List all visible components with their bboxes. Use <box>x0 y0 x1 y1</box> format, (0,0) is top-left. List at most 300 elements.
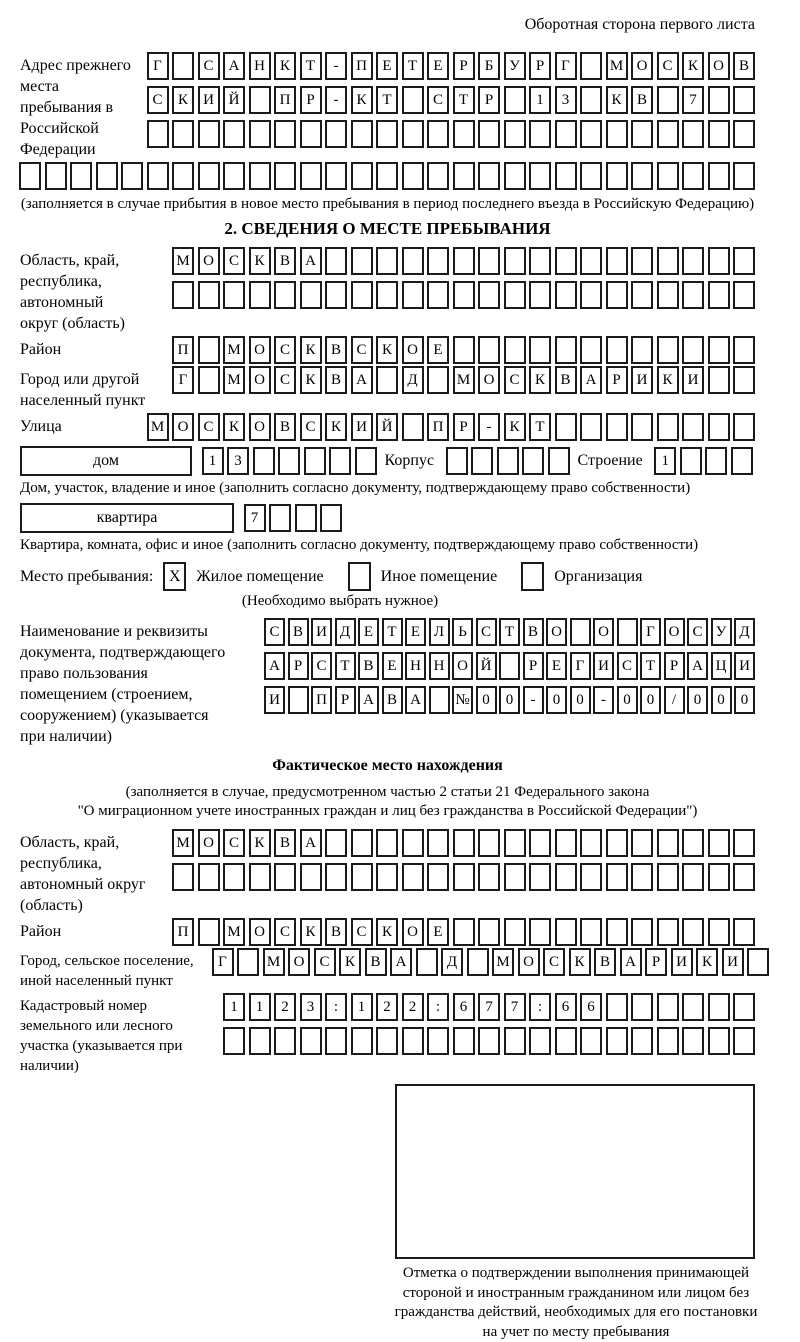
char-cell[interactable] <box>320 504 342 532</box>
char-cell[interactable]: С <box>687 618 708 646</box>
char-cell[interactable] <box>733 1027 755 1055</box>
char-cell[interactable] <box>300 162 322 190</box>
char-cell[interactable] <box>96 162 118 190</box>
char-cell[interactable]: 2 <box>376 993 398 1021</box>
char-cell[interactable]: Б <box>478 52 500 80</box>
char-cell[interactable]: - <box>478 413 500 441</box>
char-cell[interactable] <box>682 918 704 946</box>
char-cell[interactable]: Г <box>555 52 577 80</box>
char-cell[interactable]: Ц <box>711 652 732 680</box>
char-cell[interactable] <box>631 1027 653 1055</box>
char-cell[interactable] <box>606 247 628 275</box>
char-cell[interactable] <box>300 120 322 148</box>
char-cell[interactable] <box>427 863 449 891</box>
char-cell[interactable]: К <box>657 366 679 394</box>
char-cell[interactable]: 2 <box>274 993 296 1021</box>
char-cell[interactable] <box>172 863 194 891</box>
char-cell[interactable]: И <box>593 652 614 680</box>
char-cell[interactable] <box>580 120 602 148</box>
char-cell[interactable] <box>453 829 475 857</box>
char-cell[interactable]: О <box>198 247 220 275</box>
char-cell[interactable] <box>351 247 373 275</box>
char-cell[interactable]: М <box>147 413 169 441</box>
char-cell[interactable] <box>606 120 628 148</box>
char-cell[interactable] <box>733 247 755 275</box>
char-cell[interactable] <box>351 120 373 148</box>
char-cell[interactable]: А <box>390 948 412 976</box>
char-cell[interactable]: О <box>172 413 194 441</box>
char-cell[interactable] <box>657 993 679 1021</box>
char-cell[interactable] <box>427 366 449 394</box>
char-cell[interactable]: С <box>617 652 638 680</box>
char-cell[interactable]: В <box>274 829 296 857</box>
char-cell[interactable]: В <box>325 918 347 946</box>
char-cell[interactable]: Р <box>300 86 322 114</box>
char-cell[interactable] <box>631 829 653 857</box>
char-cell[interactable] <box>580 336 602 364</box>
char-cell[interactable]: Й <box>476 652 497 680</box>
char-cell[interactable]: К <box>569 948 591 976</box>
char-cell[interactable]: Е <box>382 652 403 680</box>
char-cell[interactable] <box>351 162 373 190</box>
char-cell[interactable]: М <box>172 247 194 275</box>
char-cell[interactable] <box>682 281 704 309</box>
char-cell[interactable]: С <box>351 918 373 946</box>
char-cell[interactable]: С <box>351 336 373 364</box>
char-cell[interactable] <box>680 447 702 475</box>
char-cell[interactable]: 3 <box>227 447 249 475</box>
char-cell[interactable]: М <box>453 366 475 394</box>
char-cell[interactable] <box>657 336 679 364</box>
char-cell[interactable] <box>657 413 679 441</box>
char-cell[interactable]: 3 <box>300 993 322 1021</box>
char-cell[interactable]: М <box>606 52 628 80</box>
char-cell[interactable]: И <box>671 948 693 976</box>
char-cell[interactable]: Н <box>249 52 271 80</box>
char-cell[interactable]: М <box>263 948 285 976</box>
char-cell[interactable]: С <box>476 618 497 646</box>
char-cell[interactable]: К <box>606 86 628 114</box>
house-type-field[interactable]: дом <box>20 446 192 476</box>
char-cell[interactable]: М <box>223 366 245 394</box>
char-cell[interactable]: Р <box>529 52 551 80</box>
char-cell[interactable]: Л <box>429 618 450 646</box>
char-cell[interactable] <box>555 162 577 190</box>
char-cell[interactable] <box>708 336 730 364</box>
char-cell[interactable]: В <box>288 618 309 646</box>
char-cell[interactable]: 1 <box>249 993 271 1021</box>
char-cell[interactable]: / <box>664 686 685 714</box>
char-cell[interactable]: К <box>376 336 398 364</box>
char-cell[interactable] <box>249 120 271 148</box>
char-cell[interactable] <box>682 993 704 1021</box>
char-cell[interactable] <box>223 1027 245 1055</box>
char-cell[interactable]: Р <box>523 652 544 680</box>
char-cell[interactable] <box>504 281 526 309</box>
char-cell[interactable]: О <box>249 413 271 441</box>
char-cell[interactable] <box>478 918 500 946</box>
char-cell[interactable] <box>376 1027 398 1055</box>
char-cell[interactable]: А <box>620 948 642 976</box>
char-cell[interactable]: У <box>711 618 732 646</box>
char-cell[interactable]: К <box>274 52 296 80</box>
char-cell[interactable]: О <box>478 366 500 394</box>
char-cell[interactable] <box>402 281 424 309</box>
char-cell[interactable] <box>288 686 309 714</box>
char-cell[interactable] <box>497 447 519 475</box>
char-cell[interactable]: В <box>274 247 296 275</box>
char-cell[interactable]: 2 <box>402 993 424 1021</box>
char-cell[interactable] <box>416 948 438 976</box>
char-cell[interactable] <box>355 447 377 475</box>
char-cell[interactable]: П <box>274 86 296 114</box>
char-cell[interactable]: 1 <box>529 86 551 114</box>
char-cell[interactable]: 0 <box>734 686 755 714</box>
char-cell[interactable] <box>325 1027 347 1055</box>
char-cell[interactable] <box>351 829 373 857</box>
char-cell[interactable] <box>682 413 704 441</box>
char-cell[interactable] <box>453 1027 475 1055</box>
char-cell[interactable] <box>606 336 628 364</box>
char-cell[interactable] <box>376 247 398 275</box>
char-cell[interactable] <box>249 1027 271 1055</box>
char-cell[interactable] <box>427 162 449 190</box>
char-cell[interactable] <box>504 336 526 364</box>
char-cell[interactable]: Р <box>664 652 685 680</box>
char-cell[interactable] <box>682 863 704 891</box>
char-cell[interactable] <box>278 447 300 475</box>
char-cell[interactable]: В <box>325 336 347 364</box>
char-cell[interactable]: М <box>172 829 194 857</box>
char-cell[interactable]: И <box>734 652 755 680</box>
char-cell[interactable]: : <box>427 993 449 1021</box>
char-cell[interactable]: О <box>288 948 310 976</box>
char-cell[interactable] <box>657 281 679 309</box>
char-cell[interactable] <box>376 366 398 394</box>
char-cell[interactable]: У <box>504 52 526 80</box>
char-cell[interactable] <box>606 918 628 946</box>
char-cell[interactable] <box>504 162 526 190</box>
char-cell[interactable]: 1 <box>223 993 245 1021</box>
char-cell[interactable] <box>555 336 577 364</box>
char-cell[interactable] <box>708 993 730 1021</box>
char-cell[interactable] <box>631 918 653 946</box>
char-cell[interactable] <box>274 1027 296 1055</box>
char-cell[interactable]: В <box>555 366 577 394</box>
char-cell[interactable]: С <box>223 247 245 275</box>
char-cell[interactable]: 7 <box>504 993 526 1021</box>
char-cell[interactable]: И <box>264 686 285 714</box>
char-cell[interactable] <box>427 247 449 275</box>
char-cell[interactable] <box>478 247 500 275</box>
char-cell[interactable] <box>708 162 730 190</box>
char-cell[interactable]: М <box>492 948 514 976</box>
char-cell[interactable] <box>402 413 424 441</box>
char-cell[interactable] <box>606 1027 628 1055</box>
char-cell[interactable] <box>427 1027 449 1055</box>
char-cell[interactable]: К <box>351 86 373 114</box>
char-cell[interactable]: С <box>657 52 679 80</box>
char-cell[interactable] <box>555 1027 577 1055</box>
char-cell[interactable] <box>529 336 551 364</box>
char-cell[interactable]: О <box>452 652 473 680</box>
char-cell[interactable]: К <box>300 366 322 394</box>
char-cell[interactable]: В <box>358 652 379 680</box>
char-cell[interactable] <box>555 918 577 946</box>
char-cell[interactable]: С <box>274 336 296 364</box>
char-cell[interactable]: А <box>351 366 373 394</box>
char-cell[interactable] <box>376 863 398 891</box>
char-cell[interactable] <box>446 447 468 475</box>
char-cell[interactable]: О <box>518 948 540 976</box>
char-cell[interactable] <box>708 413 730 441</box>
char-cell[interactable] <box>427 281 449 309</box>
char-cell[interactable] <box>631 281 653 309</box>
char-cell[interactable] <box>733 863 755 891</box>
char-cell[interactable] <box>121 162 143 190</box>
char-cell[interactable]: Е <box>358 618 379 646</box>
char-cell[interactable]: 0 <box>640 686 661 714</box>
char-cell[interactable]: № <box>452 686 473 714</box>
char-cell[interactable] <box>580 162 602 190</box>
char-cell[interactable]: К <box>249 247 271 275</box>
char-cell[interactable] <box>606 413 628 441</box>
char-cell[interactable] <box>657 120 679 148</box>
char-cell[interactable]: Р <box>453 52 475 80</box>
char-cell[interactable]: Г <box>570 652 591 680</box>
char-cell[interactable] <box>529 918 551 946</box>
char-cell[interactable] <box>402 829 424 857</box>
char-cell[interactable] <box>274 162 296 190</box>
char-cell[interactable] <box>147 162 169 190</box>
char-cell[interactable]: Н <box>429 652 450 680</box>
char-cell[interactable] <box>733 120 755 148</box>
char-cell[interactable]: Г <box>172 366 194 394</box>
char-cell[interactable] <box>467 948 489 976</box>
char-cell[interactable]: А <box>300 829 322 857</box>
char-cell[interactable]: 1 <box>202 447 224 475</box>
char-cell[interactable] <box>70 162 92 190</box>
char-cell[interactable] <box>529 829 551 857</box>
char-cell[interactable] <box>249 281 271 309</box>
char-cell[interactable] <box>351 863 373 891</box>
char-cell[interactable]: Й <box>223 86 245 114</box>
char-cell[interactable]: С <box>504 366 526 394</box>
char-cell[interactable] <box>657 162 679 190</box>
char-cell[interactable]: 0 <box>499 686 520 714</box>
char-cell[interactable] <box>708 247 730 275</box>
char-cell[interactable]: Т <box>335 652 356 680</box>
char-cell[interactable]: И <box>631 366 653 394</box>
char-cell[interactable] <box>325 281 347 309</box>
char-cell[interactable] <box>580 1027 602 1055</box>
char-cell[interactable]: - <box>523 686 544 714</box>
char-cell[interactable]: С <box>198 52 220 80</box>
char-cell[interactable] <box>402 247 424 275</box>
char-cell[interactable] <box>580 863 602 891</box>
char-cell[interactable]: Т <box>529 413 551 441</box>
char-cell[interactable] <box>657 863 679 891</box>
char-cell[interactable] <box>249 863 271 891</box>
char-cell[interactable]: Г <box>212 948 234 976</box>
char-cell[interactable]: 0 <box>476 686 497 714</box>
char-cell[interactable]: С <box>274 366 296 394</box>
char-cell[interactable] <box>708 1027 730 1055</box>
char-cell[interactable] <box>580 281 602 309</box>
char-cell[interactable] <box>478 281 500 309</box>
char-cell[interactable]: Г <box>147 52 169 80</box>
char-cell[interactable] <box>606 162 628 190</box>
char-cell[interactable] <box>429 686 450 714</box>
char-cell[interactable] <box>478 336 500 364</box>
char-cell[interactable] <box>529 863 551 891</box>
char-cell[interactable]: А <box>580 366 602 394</box>
char-cell[interactable]: - <box>325 86 347 114</box>
char-cell[interactable] <box>529 162 551 190</box>
char-cell[interactable] <box>580 52 602 80</box>
char-cell[interactable]: О <box>546 618 567 646</box>
char-cell[interactable] <box>325 863 347 891</box>
char-cell[interactable] <box>478 829 500 857</box>
char-cell[interactable]: А <box>358 686 379 714</box>
char-cell[interactable] <box>304 447 326 475</box>
char-cell[interactable]: П <box>172 336 194 364</box>
char-cell[interactable]: 1 <box>351 993 373 1021</box>
char-cell[interactable]: О <box>664 618 685 646</box>
char-cell[interactable] <box>453 863 475 891</box>
char-cell[interactable]: Н <box>405 652 426 680</box>
char-cell[interactable] <box>733 366 755 394</box>
char-cell[interactable] <box>45 162 67 190</box>
char-cell[interactable]: К <box>249 829 271 857</box>
char-cell[interactable]: : <box>325 993 347 1021</box>
char-cell[interactable] <box>237 948 259 976</box>
char-cell[interactable] <box>606 829 628 857</box>
char-cell[interactable]: Р <box>606 366 628 394</box>
char-cell[interactable] <box>478 120 500 148</box>
char-cell[interactable]: В <box>382 686 403 714</box>
char-cell[interactable] <box>198 336 220 364</box>
char-cell[interactable] <box>300 281 322 309</box>
char-cell[interactable]: М <box>223 336 245 364</box>
char-cell[interactable] <box>172 120 194 148</box>
char-cell[interactable] <box>580 86 602 114</box>
char-cell[interactable] <box>555 413 577 441</box>
char-cell[interactable] <box>478 1027 500 1055</box>
char-cell[interactable]: К <box>376 918 398 946</box>
char-cell[interactable]: Е <box>427 52 449 80</box>
char-cell[interactable]: 0 <box>546 686 567 714</box>
char-cell[interactable] <box>606 863 628 891</box>
char-cell[interactable]: С <box>147 86 169 114</box>
char-cell[interactable] <box>555 863 577 891</box>
char-cell[interactable] <box>705 447 727 475</box>
char-cell[interactable]: Т <box>640 652 661 680</box>
char-cell[interactable] <box>555 829 577 857</box>
char-cell[interactable] <box>631 336 653 364</box>
char-cell[interactable]: - <box>325 52 347 80</box>
char-cell[interactable]: П <box>427 413 449 441</box>
char-cell[interactable]: А <box>223 52 245 80</box>
checkbox-other-premises[interactable] <box>348 562 371 591</box>
char-cell[interactable]: И <box>722 948 744 976</box>
char-cell[interactable] <box>499 652 520 680</box>
char-cell[interactable] <box>198 162 220 190</box>
char-cell[interactable]: О <box>708 52 730 80</box>
char-cell[interactable] <box>682 336 704 364</box>
char-cell[interactable] <box>376 120 398 148</box>
char-cell[interactable] <box>708 918 730 946</box>
char-cell[interactable] <box>453 247 475 275</box>
char-cell[interactable]: 0 <box>711 686 732 714</box>
char-cell[interactable]: Е <box>427 336 449 364</box>
apartment-type-field[interactable]: квартира <box>20 503 234 533</box>
char-cell[interactable] <box>478 162 500 190</box>
char-cell[interactable]: С <box>264 618 285 646</box>
char-cell[interactable] <box>504 120 526 148</box>
char-cell[interactable] <box>402 162 424 190</box>
char-cell[interactable]: О <box>593 618 614 646</box>
char-cell[interactable]: Т <box>382 618 403 646</box>
char-cell[interactable]: О <box>249 918 271 946</box>
char-cell[interactable]: А <box>300 247 322 275</box>
char-cell[interactable]: Й <box>376 413 398 441</box>
char-cell[interactable] <box>708 281 730 309</box>
char-cell[interactable]: К <box>682 52 704 80</box>
char-cell[interactable] <box>682 120 704 148</box>
char-cell[interactable]: 6 <box>453 993 475 1021</box>
char-cell[interactable] <box>631 120 653 148</box>
char-cell[interactable] <box>274 120 296 148</box>
char-cell[interactable]: 6 <box>580 993 602 1021</box>
char-cell[interactable]: Д <box>335 618 356 646</box>
char-cell[interactable]: К <box>172 86 194 114</box>
char-cell[interactable]: 6 <box>555 993 577 1021</box>
char-cell[interactable] <box>253 447 275 475</box>
char-cell[interactable] <box>427 829 449 857</box>
char-cell[interactable] <box>504 863 526 891</box>
char-cell[interactable] <box>172 52 194 80</box>
char-cell[interactable]: Р <box>335 686 356 714</box>
char-cell[interactable]: В <box>631 86 653 114</box>
char-cell[interactable] <box>747 948 769 976</box>
char-cell[interactable]: Д <box>441 948 463 976</box>
char-cell[interactable]: С <box>427 86 449 114</box>
char-cell[interactable] <box>453 918 475 946</box>
char-cell[interactable]: А <box>405 686 426 714</box>
char-cell[interactable] <box>708 829 730 857</box>
char-cell[interactable] <box>300 1027 322 1055</box>
char-cell[interactable] <box>453 336 475 364</box>
char-cell[interactable]: С <box>314 948 336 976</box>
char-cell[interactable] <box>453 162 475 190</box>
char-cell[interactable] <box>555 120 577 148</box>
char-cell[interactable] <box>223 863 245 891</box>
char-cell[interactable]: С <box>274 918 296 946</box>
char-cell[interactable] <box>580 247 602 275</box>
char-cell[interactable] <box>657 247 679 275</box>
char-cell[interactable]: С <box>300 413 322 441</box>
char-cell[interactable] <box>606 281 628 309</box>
char-cell[interactable] <box>249 162 271 190</box>
char-cell[interactable] <box>733 413 755 441</box>
char-cell[interactable]: В <box>325 366 347 394</box>
char-cell[interactable]: С <box>543 948 565 976</box>
char-cell[interactable] <box>504 829 526 857</box>
char-cell[interactable] <box>504 86 526 114</box>
char-cell[interactable] <box>325 120 347 148</box>
char-cell[interactable] <box>198 120 220 148</box>
